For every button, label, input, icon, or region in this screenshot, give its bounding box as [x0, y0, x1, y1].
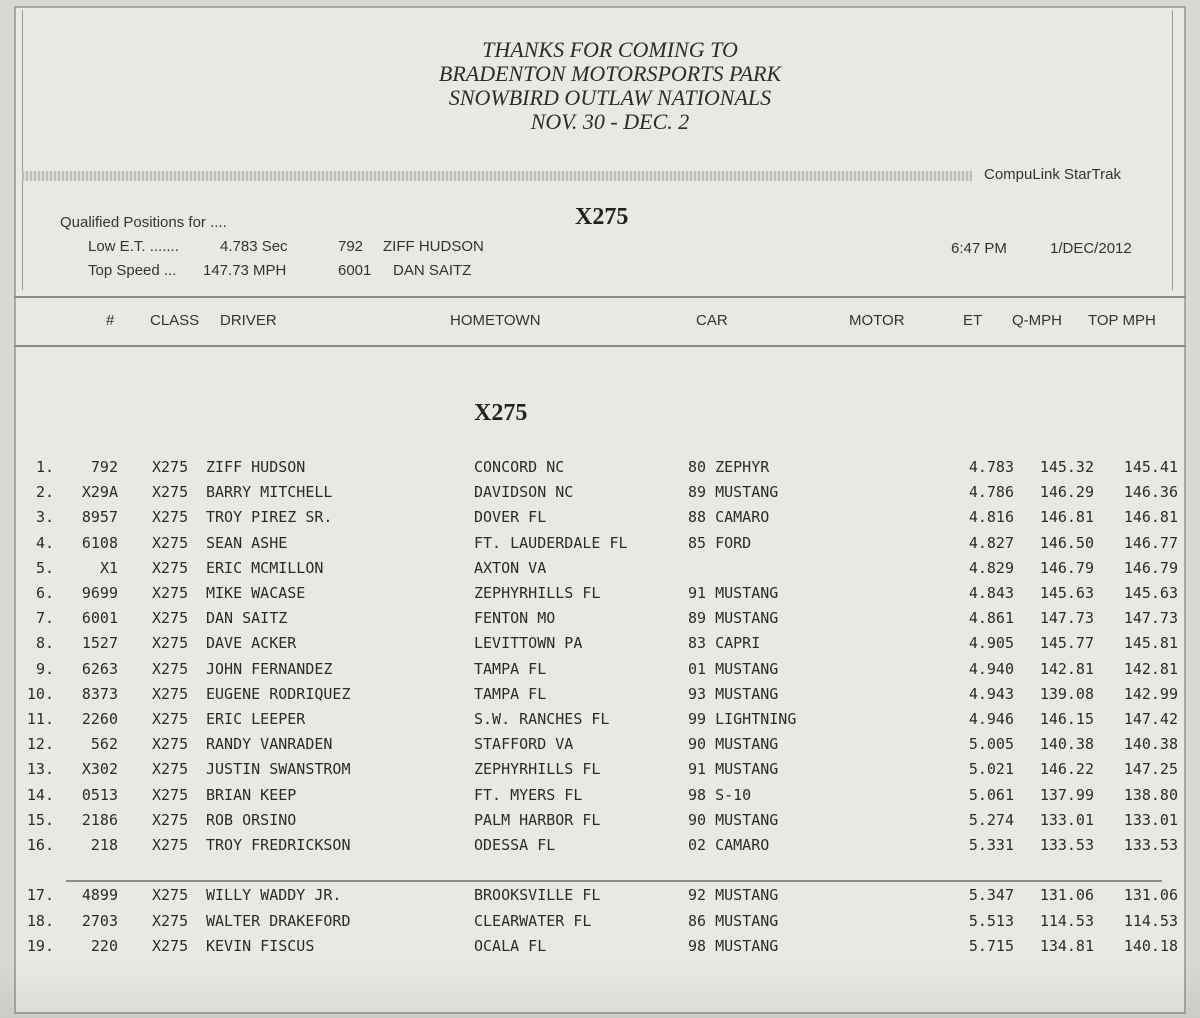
cell-hometown: ZEPHYRHILLS FL [474, 760, 601, 779]
cell-et: 5.274 [968, 810, 1014, 829]
cell-position: 14. [26, 785, 54, 804]
cell-position: 12. [26, 735, 54, 754]
table-row [0, 937, 1200, 962]
cell-driver: WILLY WADDY JR. [206, 886, 342, 904]
cell-car: 83 CAPRI [688, 634, 761, 653]
cell-q-mph: 146.81 [1039, 508, 1094, 527]
col-header-number: # [106, 312, 115, 329]
cell-top-mph: 131.06 [1123, 886, 1178, 904]
cell-et: 4.816 [968, 508, 1014, 527]
cell-car: 92 MUSTANG [688, 886, 779, 904]
cell-position: 19. [26, 937, 54, 955]
cell-q-mph: 146.50 [1039, 533, 1094, 552]
right-border-line [1172, 10, 1173, 290]
table-row [0, 685, 1200, 710]
cell-car-number: 6001 [81, 609, 118, 628]
cell-class: X275 [152, 634, 189, 653]
table-row [0, 483, 1200, 508]
table-row [0, 811, 1200, 836]
cell-hometown: LEVITTOWN PA [474, 634, 583, 653]
cell-et: 4.940 [968, 659, 1014, 678]
cell-hometown: FENTON MO [474, 609, 556, 628]
cell-position: 5. [35, 558, 54, 577]
cell-driver: EUGENE RODRIQUEZ [206, 684, 351, 703]
cell-car: 98 S-10 [688, 785, 752, 804]
cell-et: 4.946 [968, 710, 1014, 728]
header-divider-top [14, 296, 1186, 298]
cell-car: 93 MUSTANG [688, 684, 779, 703]
section-title: X275 [474, 400, 528, 426]
table-row [0, 634, 1200, 659]
cell-et: 4.786 [968, 483, 1014, 502]
cell-hometown: CONCORD NC [474, 458, 565, 476]
cell-class: X275 [152, 735, 189, 754]
cell-et: 5.715 [968, 937, 1014, 955]
cell-car-number: X302 [81, 760, 118, 779]
cell-top-mph: 145.41 [1123, 458, 1178, 476]
cell-hometown: DAVIDSON NC [474, 483, 574, 502]
cell-car: 91 MUSTANG [688, 584, 779, 602]
cell-et: 5.021 [968, 760, 1014, 779]
cell-class: X275 [152, 609, 189, 628]
cell-class: X275 [152, 483, 189, 502]
cell-q-mph: 139.08 [1039, 684, 1094, 703]
cell-car-number: X29A [81, 483, 118, 502]
cell-et: 4.783 [968, 458, 1014, 476]
cell-position: 1. [35, 458, 54, 476]
top-speed-car-number: 6001 [338, 262, 372, 279]
cell-driver: ERIC MCMILLON [206, 558, 324, 577]
cell-car-number: 2260 [81, 710, 118, 728]
left-border-line [22, 10, 23, 290]
cell-car-number: 8957 [81, 508, 118, 527]
cell-position: 11. [26, 710, 54, 728]
cell-hometown: FT. MYERS FL [474, 785, 583, 804]
cell-q-mph: 145.63 [1039, 584, 1094, 602]
cell-top-mph: 133.53 [1123, 836, 1178, 854]
cell-position: 15. [26, 810, 54, 829]
cell-top-mph: 145.63 [1123, 584, 1178, 602]
table-row [0, 735, 1200, 760]
cell-car-number: 792 [90, 458, 118, 476]
table-row [0, 508, 1200, 533]
cell-position: 18. [26, 911, 54, 930]
banner-line-4: NOV. 30 - DEC. 2 [530, 109, 690, 134]
cell-class: X275 [152, 584, 189, 602]
cell-hometown: FT. LAUDERDALE FL [474, 533, 628, 552]
col-header-top-mph: TOP MPH [1088, 312, 1156, 329]
cell-car: 90 MUSTANG [688, 810, 779, 829]
cell-class: X275 [152, 659, 189, 678]
cell-q-mph: 137.99 [1039, 785, 1094, 804]
cell-driver: ROB ORSINO [206, 810, 297, 829]
cell-et: 5.331 [968, 836, 1014, 854]
cell-car: 02 CAMARO [688, 836, 770, 854]
photo-shadow [0, 960, 1200, 1018]
cell-et: 4.861 [968, 609, 1014, 628]
cell-q-mph: 140.38 [1039, 735, 1094, 754]
cell-q-mph: 145.32 [1039, 458, 1094, 476]
cell-class: X275 [152, 937, 189, 955]
cell-car-number: 218 [90, 836, 118, 854]
cell-car: 88 CAMARO [688, 508, 770, 527]
col-header-motor: MOTOR [849, 312, 905, 329]
cell-top-mph: 146.77 [1123, 533, 1178, 552]
cell-position: 7. [35, 609, 54, 628]
cell-car-number: 1527 [81, 634, 118, 653]
cell-et: 4.829 [968, 558, 1014, 577]
cell-top-mph: 147.25 [1123, 760, 1178, 779]
cell-hometown: AXTON VA [474, 558, 547, 577]
cell-hometown: ZEPHYRHILLS FL [474, 584, 601, 602]
col-header-hometown: HOMETOWN [450, 312, 541, 329]
cell-class: X275 [152, 886, 189, 904]
top-speed-label: Top Speed ... [88, 262, 177, 279]
cell-class: X275 [152, 684, 189, 703]
cell-hometown: STAFFORD VA [474, 735, 574, 754]
cell-car-number: 0513 [81, 785, 118, 804]
table-row [0, 836, 1200, 861]
cell-driver: SEAN ASHE [206, 533, 288, 552]
table-row [0, 912, 1200, 937]
cell-q-mph: 146.22 [1039, 760, 1094, 779]
cell-class: X275 [152, 911, 189, 930]
cell-q-mph: 146.79 [1039, 558, 1094, 577]
col-header-q-mph: Q-MPH [1012, 312, 1062, 329]
cell-car: 98 MUSTANG [688, 937, 779, 955]
cell-q-mph: 146.15 [1039, 710, 1094, 728]
cell-hometown: PALM HARBOR FL [474, 810, 601, 829]
cell-car: 90 MUSTANG [688, 735, 779, 754]
cell-class: X275 [152, 710, 189, 728]
cell-driver: KEVIN FISCUS [206, 937, 315, 955]
cell-car-number: 8373 [81, 684, 118, 703]
col-header-car: CAR [696, 312, 728, 329]
cell-hometown: BROOKSVILLE FL [474, 886, 601, 904]
banner-line-2: BRADENTON MOTORSPORTS PARK [438, 61, 782, 86]
cell-et: 4.827 [968, 533, 1014, 552]
cell-top-mph: 140.18 [1123, 937, 1178, 955]
cell-driver: TROY PIREZ SR. [206, 508, 333, 527]
table-row [0, 710, 1200, 735]
cell-hometown: TAMPA FL [474, 659, 547, 678]
cell-top-mph: 142.81 [1123, 659, 1178, 678]
table-row [0, 786, 1200, 811]
cell-car-number: X1 [99, 558, 118, 577]
cell-position: 3. [35, 508, 54, 527]
header-banner [380, 38, 840, 134]
top-speed-value: 147.73 MPH [203, 262, 287, 279]
cell-top-mph: 147.73 [1123, 609, 1178, 628]
col-header-class: CLASS [150, 312, 200, 329]
cell-class: X275 [152, 458, 189, 476]
table-row [0, 609, 1200, 634]
cell-top-mph: 147.42 [1123, 710, 1178, 728]
col-header-et: ET [963, 312, 983, 329]
cell-car-number: 562 [90, 735, 118, 754]
cell-top-mph: 145.81 [1123, 634, 1178, 653]
cell-et: 4.905 [968, 634, 1014, 653]
cell-hometown: CLEARWATER FL [474, 911, 592, 930]
print-time: 6:47 PM [951, 240, 1007, 257]
cell-top-mph: 146.81 [1123, 508, 1178, 527]
cell-top-mph: 133.01 [1123, 810, 1178, 829]
cell-driver: ERIC LEEPER [206, 710, 306, 728]
cell-car-number: 2703 [81, 911, 118, 930]
table-row [0, 584, 1200, 609]
cell-car: 86 MUSTANG [688, 911, 779, 930]
cell-car-number: 220 [90, 937, 118, 955]
cell-car: 85 FORD [688, 533, 752, 552]
cell-car: 89 MUSTANG [688, 483, 779, 502]
cell-hometown: DOVER FL [474, 508, 547, 527]
cell-q-mph: 114.53 [1039, 911, 1094, 930]
col-header-driver: DRIVER [220, 312, 277, 329]
cell-top-mph: 140.38 [1123, 735, 1178, 754]
cell-position: 17. [26, 886, 54, 904]
cell-et: 5.513 [968, 911, 1014, 930]
cell-car-number: 2186 [81, 810, 118, 829]
cell-q-mph: 131.06 [1039, 886, 1094, 904]
cell-q-mph: 133.01 [1039, 810, 1094, 829]
cell-q-mph: 146.29 [1039, 483, 1094, 502]
cell-et: 5.347 [968, 886, 1014, 904]
cell-top-mph: 142.99 [1123, 684, 1178, 703]
cell-class: X275 [152, 558, 189, 577]
cell-car: 99 LIGHTNING [688, 710, 797, 728]
cell-q-mph: 133.53 [1039, 836, 1094, 854]
cell-position: 9. [35, 659, 54, 678]
cell-et: 5.061 [968, 785, 1014, 804]
cell-class: X275 [152, 785, 189, 804]
cell-q-mph: 145.77 [1039, 634, 1094, 653]
printer-band [22, 171, 972, 181]
cell-driver: BARRY MITCHELL [206, 483, 333, 502]
cell-position: 13. [26, 760, 54, 779]
cell-car-number: 4899 [81, 886, 118, 904]
cell-top-mph: 138.80 [1123, 785, 1178, 804]
table-row [0, 660, 1200, 685]
cell-q-mph: 147.73 [1039, 609, 1094, 628]
system-label: CompuLink StarTrak [984, 166, 1121, 183]
cell-driver: DAN SAITZ [206, 609, 288, 628]
cell-top-mph: 146.79 [1123, 558, 1178, 577]
cell-top-mph: 146.36 [1123, 483, 1178, 502]
cell-driver: JOHN FERNANDEZ [206, 659, 333, 678]
cell-et: 5.005 [968, 735, 1014, 754]
cell-et: 4.843 [968, 584, 1014, 602]
print-date: 1/DEC/2012 [1050, 240, 1132, 257]
cell-position: 10. [26, 684, 54, 703]
top-speed-driver: DAN SAITZ [393, 262, 472, 279]
low-et-car-number: 792 [338, 238, 364, 255]
cell-driver: MIKE WACASE [206, 584, 306, 602]
cell-car-number: 9699 [81, 584, 118, 602]
qualified-class-title: X275 [575, 204, 629, 230]
low-et-label: Low E.T. ....... [88, 238, 179, 255]
cell-car-number: 6108 [81, 533, 118, 552]
table-row [0, 559, 1200, 584]
table-row [0, 886, 1200, 911]
cell-class: X275 [152, 810, 189, 829]
table-row [0, 534, 1200, 559]
cell-car: 80 ZEPHYR [688, 458, 770, 476]
table-row [0, 760, 1200, 785]
cell-car: 89 MUSTANG [688, 609, 779, 628]
cell-driver: ZIFF HUDSON [206, 458, 306, 476]
low-et-value: 4.783 Sec [220, 238, 288, 255]
cell-hometown: TAMPA FL [474, 684, 547, 703]
cell-position: 6. [35, 584, 54, 602]
cell-position: 16. [26, 836, 54, 854]
cell-car: 01 MUSTANG [688, 659, 779, 678]
cell-driver: DAVE ACKER [206, 634, 297, 653]
cutoff-divider [66, 880, 1162, 882]
cell-position: 8. [35, 634, 54, 653]
banner-line-3: SNOWBIRD OUTLAW NATIONALS [448, 85, 772, 110]
cell-driver: JUSTIN SWANSTROM [206, 760, 351, 779]
cell-car: 91 MUSTANG [688, 760, 779, 779]
cell-hometown: ODESSA FL [474, 836, 556, 854]
cell-car-number: 6263 [81, 659, 118, 678]
banner-line-1: THANKS FOR COMING TO [482, 37, 738, 62]
cell-class: X275 [152, 836, 189, 854]
table-row [0, 458, 1200, 483]
cell-driver: BRIAN KEEP [206, 785, 297, 804]
cell-top-mph: 114.53 [1123, 911, 1178, 930]
cell-position: 4. [35, 533, 54, 552]
cell-q-mph: 142.81 [1039, 659, 1094, 678]
cell-hometown: OCALA FL [474, 937, 547, 955]
low-et-driver: ZIFF HUDSON [383, 238, 484, 255]
cell-driver: RANDY VANRADEN [206, 735, 333, 754]
cell-hometown: S.W. RANCHES FL [474, 710, 610, 728]
cell-driver: TROY FREDRICKSON [206, 836, 351, 854]
cell-driver: WALTER DRAKEFORD [206, 911, 351, 930]
cell-position: 2. [35, 483, 54, 502]
cell-et: 4.943 [968, 684, 1014, 703]
cell-class: X275 [152, 508, 189, 527]
cell-class: X275 [152, 760, 189, 779]
cell-class: X275 [152, 533, 189, 552]
cell-q-mph: 134.81 [1039, 937, 1094, 955]
qualified-label: Qualified Positions for .... [60, 214, 227, 231]
header-divider-bottom [14, 345, 1186, 347]
